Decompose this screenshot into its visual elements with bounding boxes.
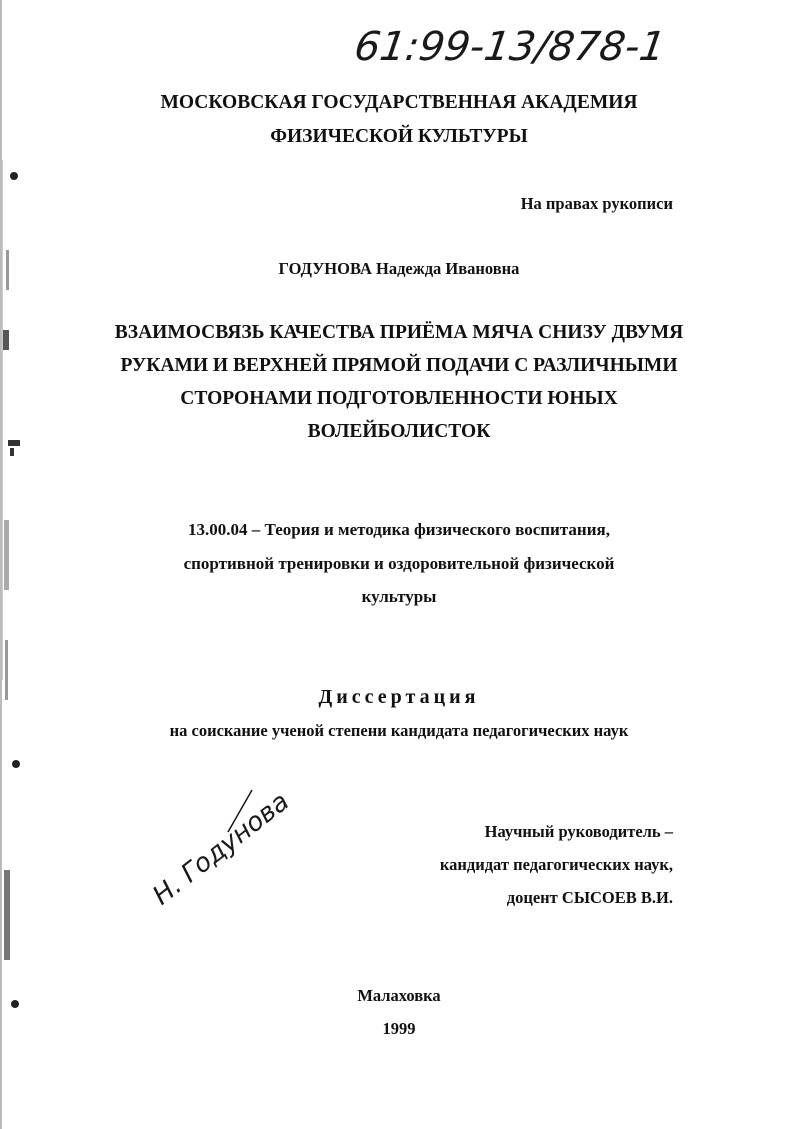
specialty-line-1: 13.00.04 – Теория и методика физического воспитания, xyxy=(188,520,610,539)
manuscript-rights: На правах рукописи xyxy=(520,194,673,213)
handwritten-signature xyxy=(128,782,295,912)
specialty-line-3: культуры xyxy=(361,587,437,606)
supervisor-line-3: доцент СЫСОЕВ В.И. xyxy=(506,888,673,907)
specialty-line-2: спортивной тренировки и оздоровительной физической xyxy=(183,554,615,573)
title-line-3: СТОРОНАМИ ПОДГОТОВЛЕННОСТИ ЮНЫХ xyxy=(180,388,618,409)
work-type: Диссертация xyxy=(318,686,480,708)
institution-line-2: ФИЗИЧЕСКОЙ КУЛЬТУРЫ xyxy=(270,126,528,147)
degree-statement: на соискание ученой степени кандидата педагогических наук xyxy=(169,721,629,740)
svg-text:61:99-13/878-1: 61:99-13/878-1 xyxy=(351,24,669,70)
title-line-2: РУКАМИ И ВЕРХНЕЙ ПРЯМОЙ ПОДАЧИ С РАЗЛИЧНЫМИ xyxy=(120,355,678,376)
supervisor-line-1: Научный руководитель – xyxy=(484,822,673,841)
year: 1999 xyxy=(382,1019,416,1038)
institution-line-1: МОСКОВСКАЯ ГОСУДАРСТВЕННАЯ АКАДЕМИЯ xyxy=(160,92,638,113)
author-name: ГОДУНОВА Надежда Ивановна xyxy=(278,259,520,278)
title-line-4: ВОЛЕЙБОЛИСТОК xyxy=(307,421,491,442)
svg-text:Н. Годунова: Н. Годунова xyxy=(147,786,295,912)
handwritten-inventory-number xyxy=(351,10,669,74)
city: Малаховка xyxy=(357,986,441,1005)
title-line-1: ВЗАИМОСВЯЗЬ КАЧЕСТВА ПРИЁМА МЯЧА СНИЗУ ДВУМЯ xyxy=(114,322,684,343)
supervisor-line-2: кандидат педагогических наук, xyxy=(439,855,673,874)
